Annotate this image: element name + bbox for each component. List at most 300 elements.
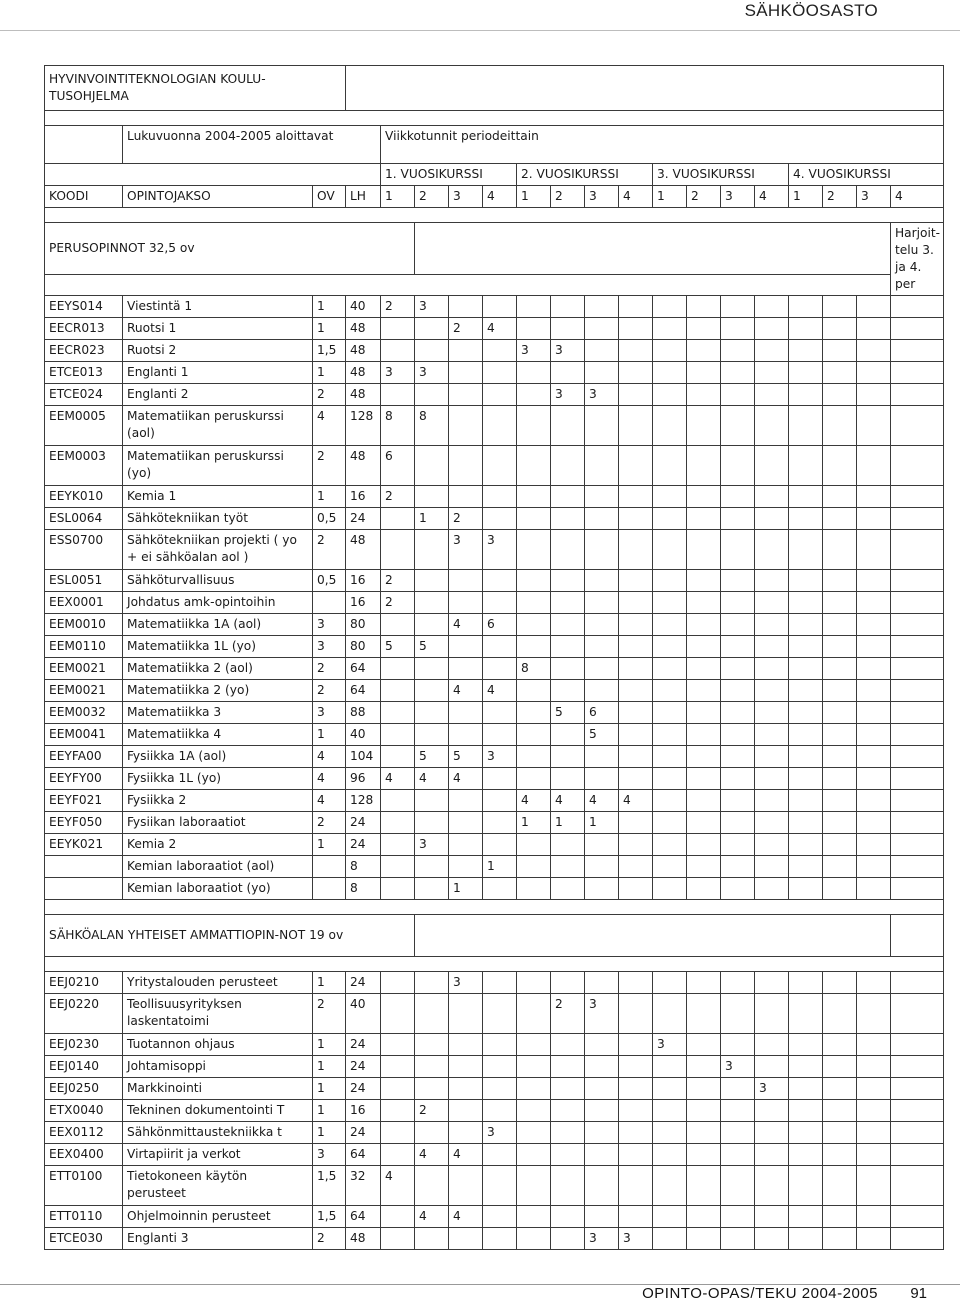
period-hours [857, 340, 891, 362]
period-hours [619, 636, 653, 658]
course-hours: 88 [346, 702, 381, 724]
period-hours: 4 [449, 1206, 483, 1228]
course-hours: 24 [346, 812, 381, 834]
period-hours [449, 702, 483, 724]
period-hours [449, 1228, 483, 1250]
period-hours [857, 362, 891, 384]
period-hours [449, 1056, 483, 1078]
period-hours [517, 768, 551, 790]
period-hours [415, 570, 449, 592]
course-name: Matematiikan peruskurssi (aol) [123, 406, 313, 446]
period-hours [551, 1034, 585, 1056]
period-hours [653, 1100, 687, 1122]
period-hours [891, 614, 944, 636]
period-hours [789, 406, 823, 446]
period-hours [483, 1228, 517, 1250]
table-row [45, 768, 944, 790]
course-name: Englanti 3 [123, 1228, 313, 1250]
table-row [45, 658, 944, 680]
period-hours [551, 768, 585, 790]
period-hours [517, 724, 551, 746]
period-hours [483, 636, 517, 658]
period-hours [721, 530, 755, 570]
spacer-cell [45, 111, 944, 126]
period-hours [721, 724, 755, 746]
course-credits [313, 878, 346, 900]
period-hours [687, 1056, 721, 1078]
period-hours [415, 702, 449, 724]
period-hours [789, 658, 823, 680]
period-hours [687, 680, 721, 702]
period-hours [891, 724, 944, 746]
course-credits: 1 [313, 1056, 346, 1078]
header-period: 4 [891, 186, 944, 208]
period-hours [551, 658, 585, 680]
period-hours [653, 994, 687, 1034]
period-hours [449, 406, 483, 446]
period-hours [653, 592, 687, 614]
course-hours: 128 [346, 406, 381, 446]
course-credits: 1,5 [313, 340, 346, 362]
course-code: EECR023 [45, 340, 123, 362]
period-hours [687, 1228, 721, 1250]
period-hours [823, 636, 857, 658]
period-hours [823, 570, 857, 592]
period-hours [551, 746, 585, 768]
period-hours [789, 508, 823, 530]
period-hours: 4 [449, 1144, 483, 1166]
period-hours [891, 1100, 944, 1122]
period-hours [891, 406, 944, 446]
period-hours [789, 530, 823, 570]
course-code: EECR013 [45, 318, 123, 340]
course-hours: 128 [346, 790, 381, 812]
period-hours [619, 878, 653, 900]
period-hours [619, 570, 653, 592]
header-course: OPINTOJAKSO [123, 186, 313, 208]
period-hours [721, 768, 755, 790]
period-hours [653, 1206, 687, 1228]
period-hours [857, 1122, 891, 1144]
publication-footer: OPINTO-OPAS/TEKU 2004-2005 [642, 1285, 878, 1302]
period-hours [687, 856, 721, 878]
period-hours [551, 834, 585, 856]
table-row [45, 486, 944, 508]
period-hours: 3 [449, 972, 483, 994]
period-hours [585, 1206, 619, 1228]
course-hours: 24 [346, 1122, 381, 1144]
period-hours [755, 658, 789, 680]
period-hours [687, 340, 721, 362]
course-name: Yritystalouden perusteet [123, 972, 313, 994]
period-hours [755, 530, 789, 570]
period-hours [551, 1056, 585, 1078]
period-hours [653, 1078, 687, 1100]
period-hours: 4 [449, 680, 483, 702]
table-row [45, 702, 944, 724]
period-hours [891, 530, 944, 570]
course-name: Fysiikka 2 [123, 790, 313, 812]
period-hours [517, 530, 551, 570]
period-hours [517, 1144, 551, 1166]
year-label: 2. VUOSIKURSSI [517, 164, 653, 186]
period-hours [483, 296, 517, 318]
course-credits [313, 592, 346, 614]
course-code: EEM0041 [45, 724, 123, 746]
course-name: Matematiikan peruskurssi (yo) [123, 446, 313, 486]
period-hours [415, 614, 449, 636]
period-hours: 4 [415, 1206, 449, 1228]
period-hours: 4 [381, 768, 415, 790]
period-hours [789, 790, 823, 812]
period-hours [721, 384, 755, 406]
course-name: Markkinointi [123, 1078, 313, 1100]
period-hours [551, 856, 585, 878]
period-hours [721, 406, 755, 446]
period-hours [517, 1078, 551, 1100]
period-hours [483, 768, 517, 790]
period-hours: 1 [551, 812, 585, 834]
period-hours [789, 972, 823, 994]
period-hours: 1 [483, 856, 517, 878]
course-code: EEYFA00 [45, 746, 123, 768]
course-code: ETT0100 [45, 1166, 123, 1206]
period-hours [483, 592, 517, 614]
period-hours [415, 856, 449, 878]
course-code: EEYK021 [45, 834, 123, 856]
period-hours [551, 362, 585, 384]
course-name: Johtamisoppi [123, 1056, 313, 1078]
period-hours [653, 790, 687, 812]
period-hours: 5 [415, 636, 449, 658]
course-credits [313, 856, 346, 878]
course-name: Tekninen dokumentointi T [123, 1100, 313, 1122]
period-hours [789, 384, 823, 406]
period-hours [585, 1122, 619, 1144]
period-hours [619, 592, 653, 614]
period-hours: 3 [381, 362, 415, 384]
period-hours [449, 724, 483, 746]
period-hours [891, 1078, 944, 1100]
course-hours: 32 [346, 1166, 381, 1206]
period-hours [483, 812, 517, 834]
course-name: Ohjelmoinnin perusteet [123, 1206, 313, 1228]
period-hours [653, 680, 687, 702]
period-hours: 1 [449, 878, 483, 900]
period-hours [517, 614, 551, 636]
period-hours [517, 680, 551, 702]
period-hours [789, 592, 823, 614]
period-hours [381, 1056, 415, 1078]
course-code [45, 878, 123, 900]
period-hours [823, 680, 857, 702]
section-side-note: Harjoit-telu 3. ja 4. per [891, 223, 944, 296]
period-hours [653, 812, 687, 834]
period-hours [687, 384, 721, 406]
table-row [45, 1100, 944, 1122]
course-code: EEM0032 [45, 702, 123, 724]
period-hours [755, 702, 789, 724]
period-hours [857, 746, 891, 768]
period-hours [551, 1100, 585, 1122]
period-hours [381, 384, 415, 406]
period-hours [585, 1144, 619, 1166]
course-hours: 48 [346, 1228, 381, 1250]
course-name: Kemian laboraatiot (aol) [123, 856, 313, 878]
course-code: ETCE030 [45, 1228, 123, 1250]
table-row [45, 1078, 944, 1100]
course-credits: 0,5 [313, 570, 346, 592]
period-hours [517, 508, 551, 530]
header-period: 3 [857, 186, 891, 208]
period-hours [653, 834, 687, 856]
period-hours [789, 362, 823, 384]
period-hours [585, 362, 619, 384]
period-hours [755, 790, 789, 812]
period-hours [585, 318, 619, 340]
period-hours [551, 406, 585, 446]
period-hours [755, 384, 789, 406]
period-hours [789, 446, 823, 486]
course-hours: 16 [346, 1100, 381, 1122]
header-period: 4 [619, 186, 653, 208]
period-hours [823, 1166, 857, 1206]
page-number: 91 [910, 1285, 927, 1302]
course-name: Matematiikka 2 (yo) [123, 680, 313, 702]
period-hours [517, 318, 551, 340]
period-hours [449, 570, 483, 592]
period-hours [483, 570, 517, 592]
period-hours [721, 636, 755, 658]
spacer-cell [45, 957, 944, 972]
section-empty [415, 915, 891, 957]
period-hours [619, 1056, 653, 1078]
period-hours [823, 1056, 857, 1078]
period-hours [721, 856, 755, 878]
period-hours [619, 1122, 653, 1144]
period-hours [687, 636, 721, 658]
period-hours [789, 614, 823, 636]
period-hours [823, 486, 857, 508]
period-hours [517, 406, 551, 446]
period-hours [517, 702, 551, 724]
period-hours [585, 1078, 619, 1100]
period-hours [381, 658, 415, 680]
period-hours [585, 1034, 619, 1056]
period-hours [789, 1228, 823, 1250]
period-hours [415, 1078, 449, 1100]
course-hours: 24 [346, 1078, 381, 1100]
period-hours [653, 446, 687, 486]
period-hours: 4 [415, 1144, 449, 1166]
course-code: EEM0005 [45, 406, 123, 446]
period-hours [857, 972, 891, 994]
period-hours [755, 636, 789, 658]
course-code: EEX0112 [45, 1122, 123, 1144]
course-code: EEX0001 [45, 592, 123, 614]
course-credits: 4 [313, 406, 346, 446]
course-credits: 4 [313, 746, 346, 768]
period-hours: 2 [381, 570, 415, 592]
course-credits: 1 [313, 724, 346, 746]
period-hours: 8 [381, 406, 415, 446]
period-hours [755, 972, 789, 994]
period-hours [687, 1100, 721, 1122]
period-hours [755, 680, 789, 702]
period-hours [415, 812, 449, 834]
period-hours [755, 296, 789, 318]
period-hours [551, 636, 585, 658]
period-hours [857, 768, 891, 790]
course-name: Sähköturvallisuus [123, 570, 313, 592]
period-hours [653, 486, 687, 508]
period-hours [687, 1144, 721, 1166]
period-hours [687, 296, 721, 318]
course-credits: 2 [313, 530, 346, 570]
period-hours [823, 340, 857, 362]
course-credits: 2 [313, 446, 346, 486]
course-hours: 40 [346, 994, 381, 1034]
period-hours [653, 1056, 687, 1078]
period-hours [687, 318, 721, 340]
course-hours: 48 [346, 340, 381, 362]
period-hours [449, 340, 483, 362]
course-name: Teollisuusyrityksen laskentatoimi [123, 994, 313, 1034]
period-hours [415, 530, 449, 570]
period-hours [551, 680, 585, 702]
period-hours: 2 [449, 318, 483, 340]
table-row [45, 508, 944, 530]
period-hours [517, 1100, 551, 1122]
period-hours [721, 296, 755, 318]
period-hours [653, 1166, 687, 1206]
period-hours [619, 658, 653, 680]
course-credits: 1 [313, 318, 346, 340]
period-hours [483, 340, 517, 362]
header-period: 1 [789, 186, 823, 208]
section-title-row [45, 915, 944, 957]
period-hours [381, 1034, 415, 1056]
period-hours [551, 1228, 585, 1250]
period-hours [415, 972, 449, 994]
period-hours [857, 702, 891, 724]
course-hours: 48 [346, 446, 381, 486]
period-hours [721, 746, 755, 768]
table-row [45, 446, 944, 486]
course-code: ESL0064 [45, 508, 123, 530]
period-hours [857, 636, 891, 658]
period-hours [381, 724, 415, 746]
period-hours [891, 1122, 944, 1144]
period-hours: 2 [449, 508, 483, 530]
period-hours [891, 1034, 944, 1056]
course-credits: 2 [313, 384, 346, 406]
period-hours [857, 994, 891, 1034]
period-hours [619, 1206, 653, 1228]
period-hours [551, 570, 585, 592]
period-hours [857, 614, 891, 636]
period-hours [483, 406, 517, 446]
period-hours [721, 486, 755, 508]
period-hours [857, 296, 891, 318]
period-hours [653, 1144, 687, 1166]
course-credits: 3 [313, 614, 346, 636]
header-hours: LH [346, 186, 381, 208]
period-hours [823, 530, 857, 570]
period-hours [619, 1034, 653, 1056]
course-name: Matematiikka 4 [123, 724, 313, 746]
period-hours [653, 746, 687, 768]
course-hours: 16 [346, 570, 381, 592]
year-label: 3. VUOSIKURSSI [653, 164, 789, 186]
course-hours: 24 [346, 972, 381, 994]
period-hours [755, 570, 789, 592]
course-hours: 64 [346, 1206, 381, 1228]
period-hours [653, 658, 687, 680]
header-period: 2 [551, 186, 585, 208]
period-hours [789, 724, 823, 746]
course-credits: 1 [313, 1122, 346, 1144]
period-hours [381, 1206, 415, 1228]
period-hours [721, 790, 755, 812]
period-hours [721, 1078, 755, 1100]
period-hours [823, 812, 857, 834]
period-hours [857, 680, 891, 702]
period-hours [483, 834, 517, 856]
period-hours [687, 1078, 721, 1100]
period-hours [381, 1122, 415, 1144]
course-name: Johdatus amk-opintoihin [123, 592, 313, 614]
period-hours [585, 680, 619, 702]
period-hours [789, 812, 823, 834]
course-credits: 1,5 [313, 1206, 346, 1228]
period-hours [891, 570, 944, 592]
period-hours [381, 878, 415, 900]
period-hours [483, 972, 517, 994]
header-period: 3 [721, 186, 755, 208]
period-hours [585, 1056, 619, 1078]
period-hours [585, 446, 619, 486]
table-row [45, 570, 944, 592]
period-hours [585, 406, 619, 446]
spacer-row [45, 111, 944, 126]
period-hours [551, 592, 585, 614]
period-hours [381, 856, 415, 878]
course-code: ETX0040 [45, 1100, 123, 1122]
course-code: EEJ0140 [45, 1056, 123, 1078]
course-code: ESS0700 [45, 530, 123, 570]
course-code: EEM0003 [45, 446, 123, 486]
period-hours [381, 530, 415, 570]
period-hours [823, 1206, 857, 1228]
table-row [45, 856, 944, 878]
period-hours [891, 384, 944, 406]
period-hours [415, 1228, 449, 1250]
period-hours [857, 592, 891, 614]
period-hours: 4 [449, 614, 483, 636]
period-hours [721, 702, 755, 724]
period-hours [619, 318, 653, 340]
course-name: Matematiikka 1L (yo) [123, 636, 313, 658]
course-code: EEM0021 [45, 658, 123, 680]
period-hours [585, 1100, 619, 1122]
period-hours [891, 1166, 944, 1206]
period-hours [619, 1100, 653, 1122]
period-hours [585, 508, 619, 530]
period-hours [891, 296, 944, 318]
table-row [45, 296, 944, 318]
course-hours: 64 [346, 680, 381, 702]
